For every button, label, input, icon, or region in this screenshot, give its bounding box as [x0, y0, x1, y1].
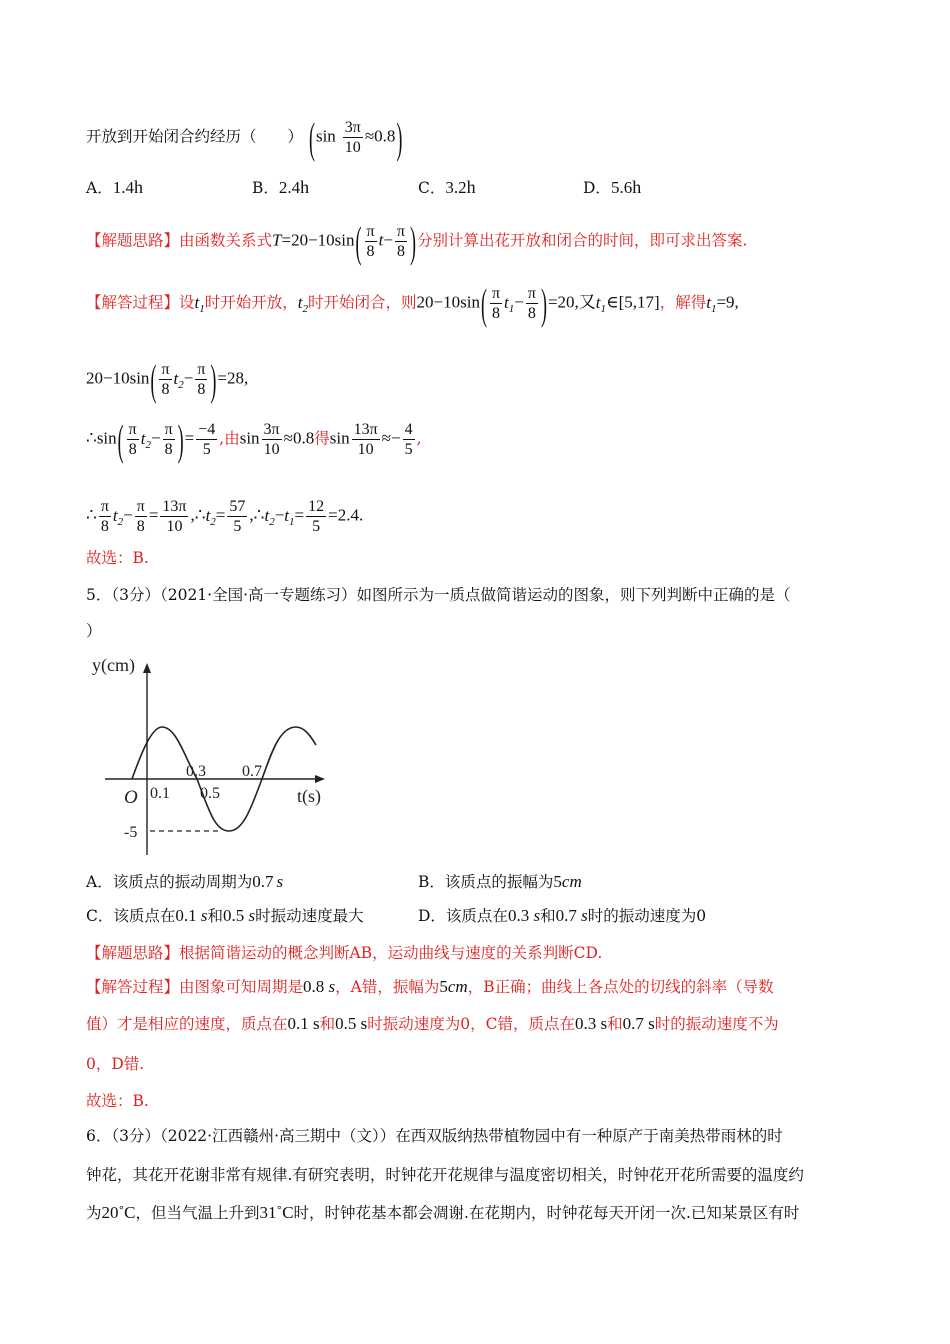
tick-label-0.5: 0.5 [200, 785, 220, 802]
x-axis-label: t(s) [297, 786, 321, 806]
q4-process-line1: 【解答过程】设$t_1$时开始开放，$t_2$时开始闭合，则20−10sin( $\frac{\pi}{8}$ $t_1-$ $\frac{\pi}{8}$ )=20,又$t_1\in[5,17]$，解得$t_1=9$, [86, 279, 739, 328]
origin-label: O [124, 787, 138, 808]
q4-answer: 故选：B. [86, 549, 149, 567]
q5-option-a: A．该质点的振动周期为0.7 s [86, 872, 284, 891]
q4-option-a: A．1.4h [86, 177, 143, 197]
x-axis-arrow [315, 775, 325, 783]
q4-idea: 【解题思路】由函数关系式T=20−10sin( $\frac{\pi}{8}$ t− $\frac{\pi}{8}$ )分别计算出花开放和闭合的时间，即可求出答案. [86, 217, 748, 266]
q5-stem-line1: 5．（3分）（2021·全国·高一专题练习）如图所示为一质点做简谐运动的图象，则下列判断中正确的是（ [86, 586, 791, 604]
q5-stem-line2: ） [86, 622, 102, 640]
fraction: $\frac{3\pi}{10}$ [344, 119, 361, 156]
q5-option-d: D．该质点在0.3 s和0.7 s时的振动速度为0 [418, 906, 707, 925]
tick-label-0.1: 0.1 [150, 785, 170, 802]
q5-option-c: C．该质点在0.1 s和0.5 s时振动速度最大 [86, 906, 364, 925]
q5-option-b: B．该质点的振幅为5cm [418, 872, 582, 891]
q5-process-line2: 值）才是相应的速度，质点在0.1 s和0.5 s时振动速度为0，C错，质点在0.3 s和0.7 s时的振动速度不为 [86, 1014, 779, 1033]
q5-process-line3: 0，D错. [86, 1055, 145, 1073]
q6-stem-line1: 6．（3分）（2022·江西赣州·高三期中（文））在西双版纳热带植物园中有一种原产于南美热带雨林的时 [86, 1127, 783, 1145]
y-axis-arrow [143, 663, 151, 673]
tick-label-0.7: 0.7 [242, 763, 262, 780]
q4-option-d: D．5.6h [583, 177, 642, 197]
q4-process-line4: ∴ $\frac{\pi}{8}$ $t_2-$ $\frac{\pi}{8}$ = $\frac{13\pi}{10}$ $,\therefore t_2=$ $\frac{57}{5}$ $,\therefore t_2-t_1=$ $\frac{12}{5}$ =2.4. [86, 498, 364, 535]
shm-graph [92, 655, 340, 860]
q5-process-line1: 【解答过程】由图象可知周期是0.8 s，A错，振幅为5cm，B正确；曲线上各点处的切线的斜率（导数 [86, 977, 774, 996]
q5-answer: 故选：B. [86, 1092, 149, 1110]
q4-stem-line: 开放到开始闭合约经历（ ） (sin $\frac{3\pi}{10}$ ≈0.8) [86, 113, 403, 162]
tick-label-0.3: 0.3 [186, 763, 206, 780]
q6-stem-line2: 钟花，其花开花谢非常有规律.有研究表明，时钟花开花规律与温度密切相关，时钟花开花所需要的温度约 [86, 1166, 804, 1184]
q4-process-line2: 20−10sin( $\frac{\pi}{8}$ $t_2-$ $\frac{\pi}{8}$ )=28, [86, 355, 249, 404]
q4-option-c: C．3.2h [418, 177, 476, 197]
q4-process-line3: ∴sin( $\frac{\pi}{8}$ $t_2-$ $\frac{\pi}{8}$ )= $\frac{-4}{5}$ ,由sin $\frac{3\pi}{10}$ ≈0.8得sin $\frac{13\pi}{10}$ ≈− $\frac{4}{5}$ , [86, 415, 422, 464]
y-axis-label: y(cm) [92, 655, 135, 675]
min-value-label: -5 [124, 824, 138, 841]
q5-idea: 【解题思路】根据简谐运动的概念判断AB，运动曲线与速度的关系判断CD. [86, 944, 603, 962]
q4-option-b: B．2.4h [252, 177, 310, 197]
q6-stem-line3: 为20˚C，但当气温上升到31˚C时，时钟花基本都会凋谢.在花期内，时钟花每天开闭一次.已知某景区有时 [86, 1203, 800, 1222]
